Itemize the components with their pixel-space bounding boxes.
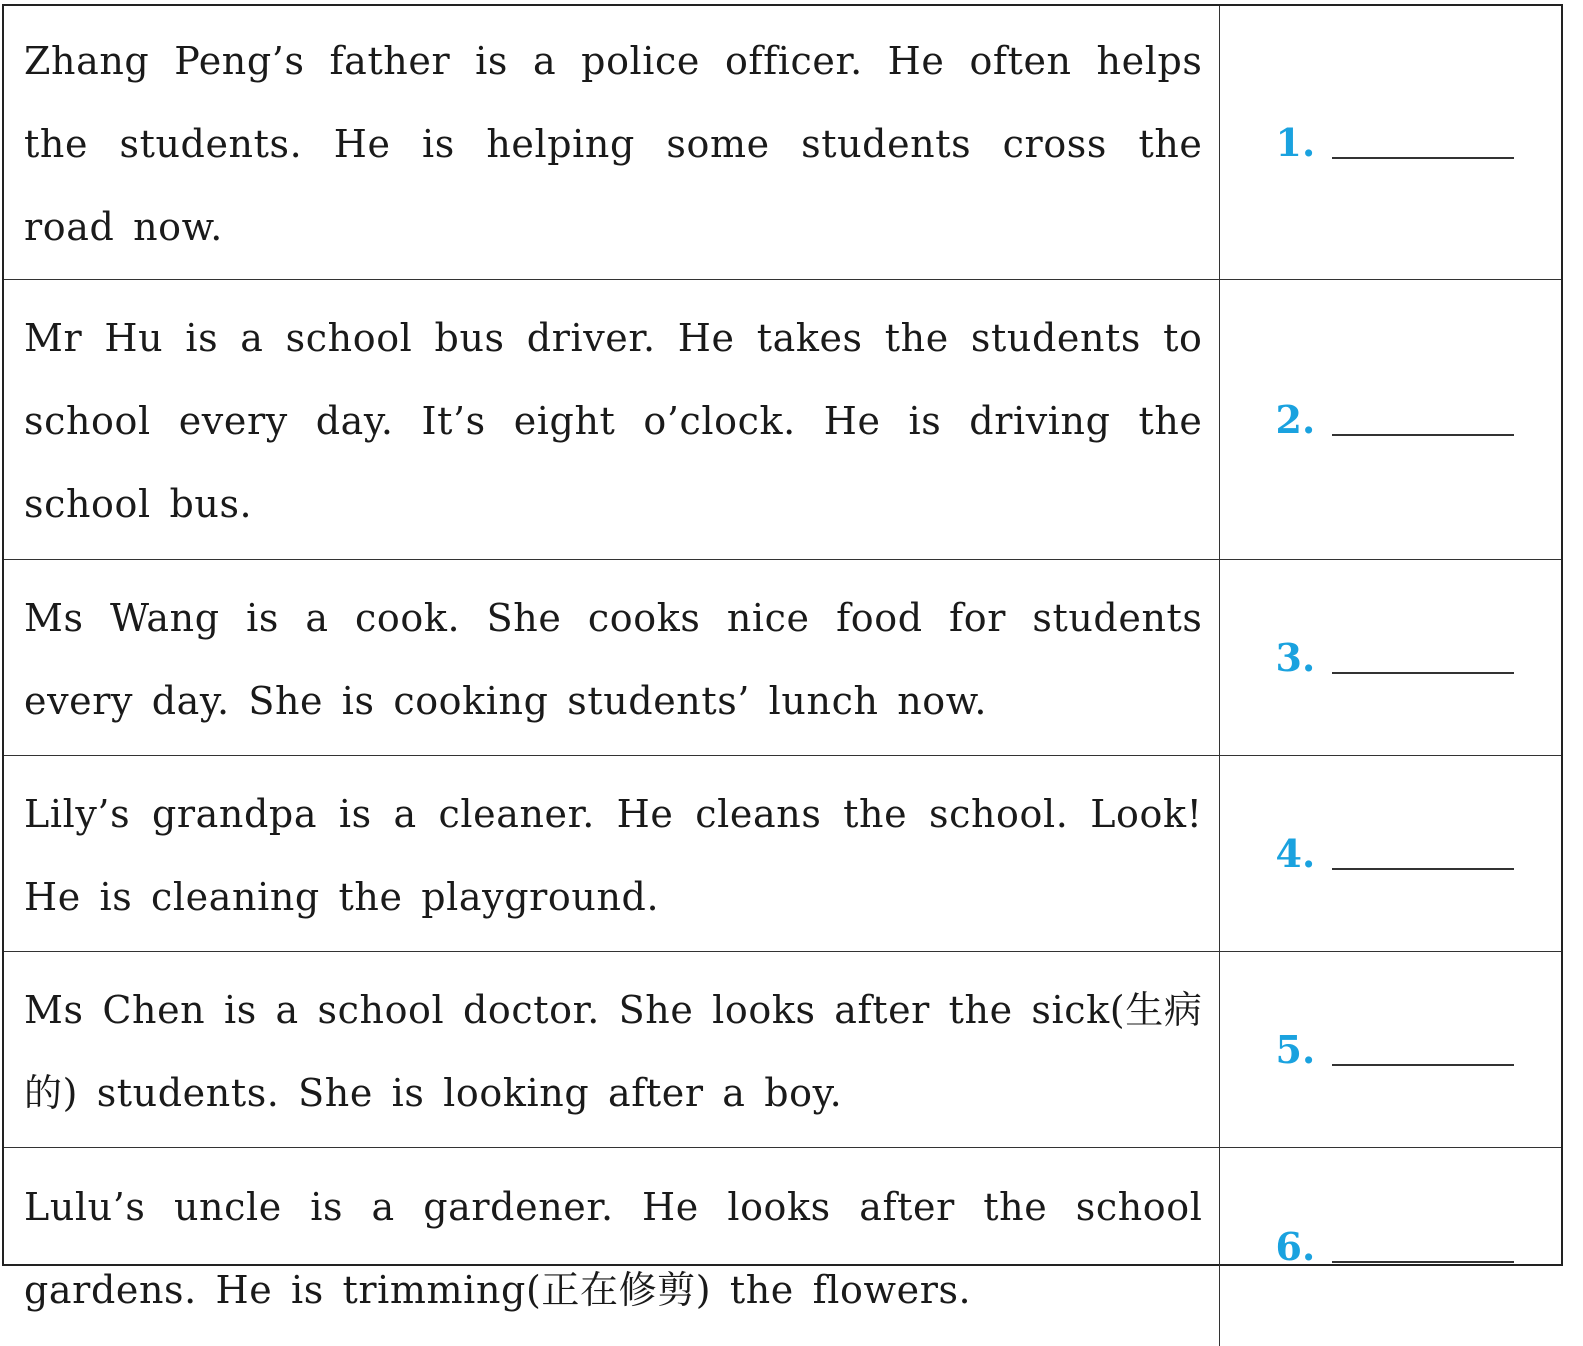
answer-cell [1219,280,1561,560]
answer-cell [1219,560,1561,756]
passage-cell [4,756,1219,952]
answer-cell [1219,6,1561,280]
passage-text: Ms Wang is a cook. She cooks nice food for students every day. She is cooking students’ lunch now. [24,595,1203,723]
passage-cell [4,6,1219,280]
table-row [4,952,1561,1148]
passage-text: Mr Hu is a school bus driver. He takes the students to school every day. It’s eight o’clock. He is driving the school bus. [24,316,1203,526]
passage-text: Lily’s grandpa is a cleaner. He cleans the school. Look! He is cleaning the playground. [24,791,1203,919]
answer-cell [1219,756,1561,952]
table-row [4,560,1561,756]
question-number: 1. [1275,120,1316,165]
table-row [4,6,1561,280]
question-number: 4. [1275,831,1316,876]
answer-blank[interactable] [1332,1261,1514,1263]
passage-text: Lulu’s uncle is a gardener. He looks after the school gardens. He is trimming(正在修剪) the flowers. [24,1184,1203,1312]
passage-text: Ms Chen is a school doctor. She looks after the sick(生病的) students. She is looking after a boy. [24,987,1203,1115]
passage-cell [4,560,1219,756]
answer-cell [1219,1148,1561,1346]
table-row [4,1148,1561,1346]
answer-blank[interactable] [1332,157,1514,159]
exercise-sheet [2,4,1563,1312]
table-row [4,280,1561,560]
question-number: 5. [1275,1027,1316,1072]
answer-blank[interactable] [1332,434,1514,436]
answer-blank[interactable] [1332,672,1514,674]
answer-blank[interactable] [1332,1064,1514,1066]
passage-text: Zhang Peng’s father is a police officer. He often helps the students. He is helping some students cross the road now. [24,39,1203,249]
answer-blank[interactable] [1332,868,1514,870]
answer-cell [1219,952,1561,1148]
question-number: 3. [1275,635,1316,680]
passage-cell [4,1148,1219,1346]
question-number: 6. [1275,1224,1316,1270]
passage-answer-table [4,6,1561,1346]
passage-cell [4,280,1219,560]
question-number: 2. [1275,397,1316,442]
passage-cell [4,952,1219,1148]
table-row [4,756,1561,952]
